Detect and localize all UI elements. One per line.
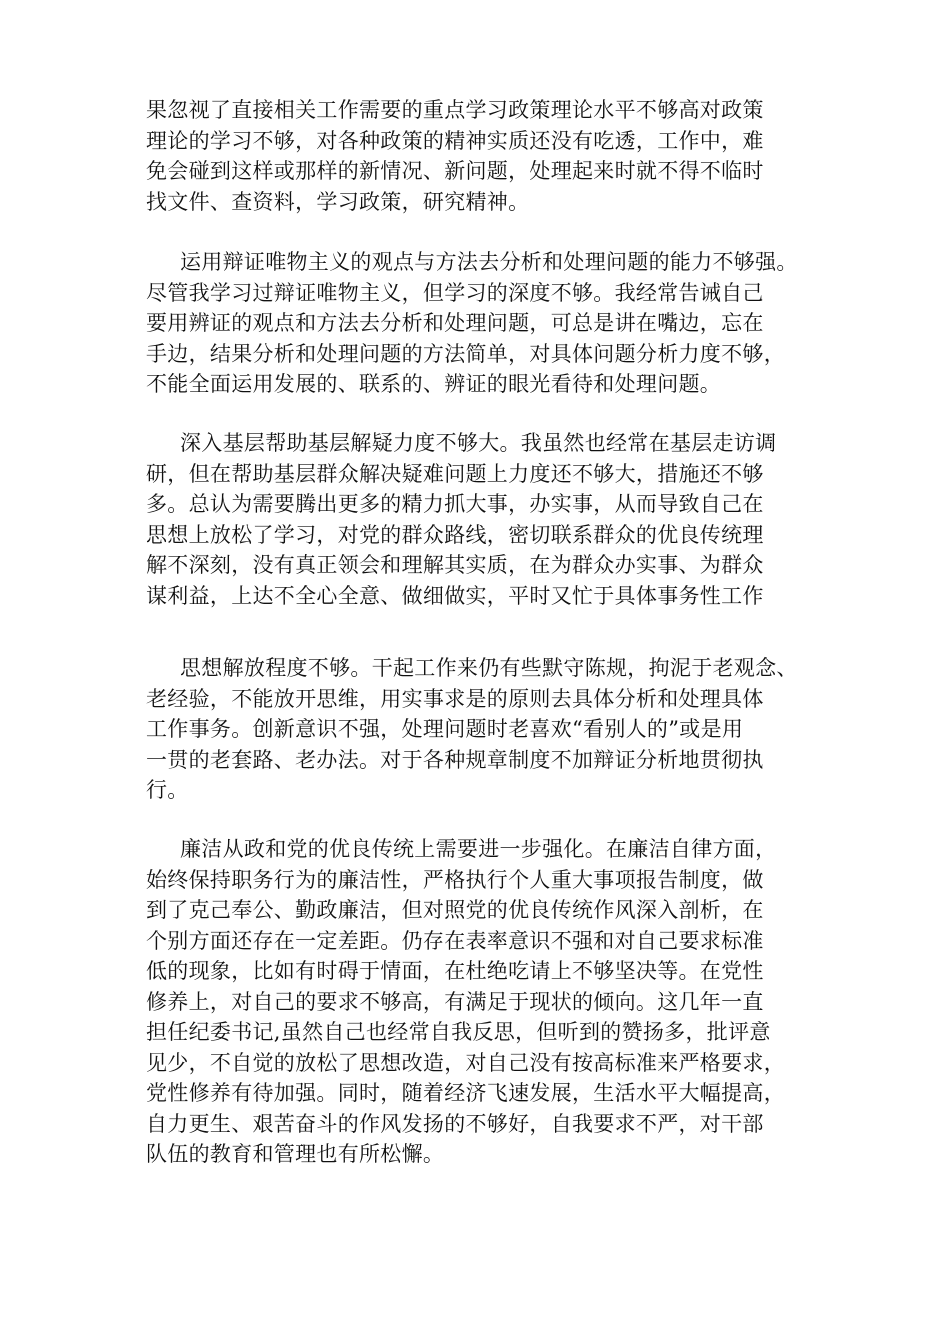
paragraph-line: 工作事务。创新意识不强，处理问题时老喜欢“看别人的”或是用 [146, 717, 744, 741]
paragraph-2 [146, 247, 836, 400]
paragraph-line: 队伍的教育和管理也有所松懈。 [146, 1142, 445, 1166]
paragraph-line: 一贯的老套路、老办法。对于各种规章制度不加辩证分析地贯彻执 [146, 747, 764, 772]
paragraph-line: 担任纪委书记,虽然自己也经常自我反思，但听到的赞扬多，批评意 [146, 1020, 771, 1044]
paragraph-5 [146, 834, 836, 1170]
paragraph-line: 谋利益，上达不全心全意、做细做实，平时又忙于具体事务性工作 [146, 583, 764, 608]
paragraph-line: 到了克己奉公、勤政廉洁，但对照党的优良传统作风深入剖析，在 [146, 898, 764, 922]
paragraph-line: 廉洁从政和党的优良传统上需要进一步强化。在廉洁自律方面， [180, 837, 777, 861]
paragraph-line: 见少，不自觉的放松了思想改造，对自己没有按高标准来严格要求， [146, 1050, 785, 1075]
paragraph-line: 尽管我学习过辩证唯物主义，但学习的深度不够。我经常告诫自己 [146, 280, 764, 305]
paragraph-line: 修养上，对自己的要求不够高，有满足于现状的倾向。这几年一直 [146, 989, 764, 1014]
paragraph-line: 要用辨证的观点和方法去分析和处理问题，可总是讲在嘴边，忘在 [146, 311, 764, 335]
paragraph-line: 研，但在帮助基层群众解决疑难问题上力度还不够大，措施还不够 [146, 461, 764, 486]
paragraph-line: 深入基层帮助基层解疑力度不够大。我虽然也经常在基层走访调 [180, 431, 777, 455]
paragraph-4 [146, 653, 836, 806]
paragraph-line: 手边，结果分析和处理问题的方法简单，对具体问题分析力度不够， [146, 341, 785, 366]
paragraph-line: 不能全面运用发展的、联系的、辨证的眼光看待和处理问题。 [146, 372, 722, 396]
paragraph-line: 行。 [146, 778, 189, 802]
paragraph-line: 果忽视了直接相关工作需要的重点学习政策理论水平不够高对政策 [146, 98, 764, 122]
paragraph-3 [146, 428, 836, 611]
paragraph-line: 多。总认为需要腾出更多的精力抓大事，办实事，从而导致自己在 [146, 492, 764, 516]
paragraph-line: 个别方面还存在一定差距。仍存在表率意识不强和对自己要求标准 [146, 928, 764, 953]
paragraph-line: 思想上放松了学习，对党的群众路线，密切联系群众的优良传统理 [146, 522, 764, 547]
paragraph-line: 自力更生、艰苦奋斗的作风发扬的不够好，自我要求不严，对干部 [146, 1111, 764, 1136]
paragraph-line: 理论的学习不够，对各种政策的精神实质还没有吃透，工作中，难 [146, 128, 764, 153]
paragraph-line: 低的现象，比如有时碍于情面，在杜绝吃请上不够坚决等。在党性 [146, 959, 764, 983]
paragraph-line: 始终保持职务行为的廉洁性，严格执行个人重大事项报告制度，做 [146, 867, 764, 892]
paragraph-line: 党性修养有待加强。同时，随着经济飞速发展，生活水平大幅提高， [146, 1081, 785, 1105]
paragraph-1 [146, 95, 836, 217]
paragraph-line: 找文件、查资料，学习政策，研究精神。 [146, 189, 530, 214]
paragraph-line: 运用辩证唯物主义的观点与方法去分析和处理问题的能力不够强。 [180, 250, 798, 274]
paragraph-line: 解不深刻，没有真正领会和理解其实质，在为群众办实事、为群众 [146, 553, 764, 577]
paragraph-line: 思想解放程度不够。干起工作来仍有些默守陈规，拘泥于老观念、 [180, 656, 798, 680]
paragraph-line: 免会碰到这样或那样的新情况、新问题，处理起来时就不得不临时 [146, 159, 764, 183]
paragraph-line: 老经验，不能放开思维，用实事求是的原则去具体分析和处理具体 [146, 686, 764, 711]
